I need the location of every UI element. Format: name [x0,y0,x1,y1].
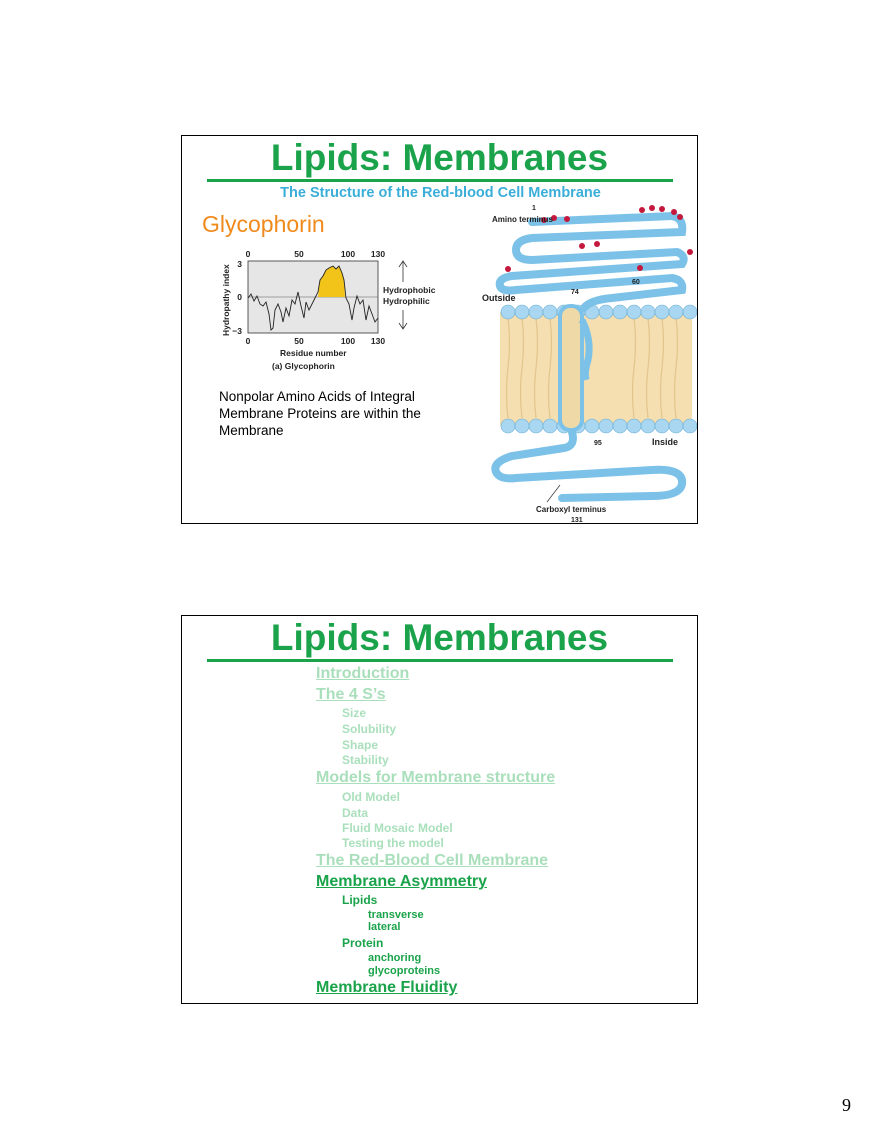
slide-glycophorin [181,135,698,524]
outside-label: Outside [482,293,516,303]
residue-marker-1: 1 [532,205,536,212]
membrane-figure [472,200,697,524]
outline-lipids: Lipids [342,893,378,907]
outline-membrane-asymmetry[interactable]: Membrane Asymmetry [316,873,488,890]
slide-title: Lipids: Membranes [270,617,609,658]
bottom-tick-0: 0 [245,336,251,346]
top-tick-0: 0 [245,249,251,259]
top-tick-100: 100 [340,249,356,259]
inside-label: Inside [652,437,679,447]
residue-marker-74: 74 [571,289,579,296]
page-number: 9 [842,1095,851,1115]
slide-outline [181,615,698,1004]
outline-size: Size [342,706,367,720]
y-tick-3: 3 [237,259,242,269]
hydrophilic-label: Hydrophilic [383,296,430,306]
extracellular-chain [500,216,684,308]
outline-fluid-mosaic: Fluid Mosaic Model [342,821,453,835]
outline-four-s[interactable]: The 4 S’s [316,686,386,703]
top-tick-130: 130 [370,249,386,259]
outline-anchoring: anchoring [368,952,422,964]
outline-glycoproteins: glycoproteins [368,965,441,977]
outline-membrane-fluidity[interactable]: Membrane Fluidity [316,979,458,996]
title-rule [207,179,673,182]
y-axis-label: Hydropathy index [221,264,231,336]
bottom-tick-labels [246,336,386,346]
outline-protein: Protein [342,936,384,950]
x-axis-label: Residue number [280,348,347,358]
residue-marker-95: 95 [594,440,602,447]
outline-introduction[interactable]: Introduction [316,665,410,682]
transmembrane-helix [560,306,582,430]
hydrophobic-label: Hydrophobic [383,285,436,295]
glycophorin-heading: Glycophorin [202,211,325,237]
outline-models[interactable]: Models for Membrane structure [316,769,556,786]
nonpolar-note: Nonpolar Amino Acids of Integral Membrane Proteins are within the Membrane [219,389,421,438]
top-tick-50: 50 [294,249,304,259]
plot-caption: (a) Glycophorin [272,361,335,371]
hydropathy-plot [220,246,450,376]
y-tick-0: 0 [237,292,242,302]
outline-stability: Stability [342,753,389,767]
outline-red-blood-cell[interactable]: The Red-Blood Cell Membrane [316,852,549,869]
y-tick-neg3: −3 [232,326,242,336]
title-rule [207,659,673,662]
slide-subtitle: The Structure of the Red-blood Cell Membrane [280,185,601,201]
y-tick-labels [232,259,242,336]
outline-shape: Shape [342,738,379,752]
outline-transverse: transverse [368,909,424,921]
carboxyl-terminus-label: Carboxyl terminus [536,505,607,514]
amino-terminus-label: Amino terminus [492,215,553,224]
residue-marker-131: 131 [571,517,583,524]
bottom-tick-100: 100 [340,336,356,346]
bottom-tick-130: 130 [370,336,386,346]
outline-solubility: Solubility [342,722,396,736]
outline-data: Data [342,806,369,820]
outline-testing: Testing the model [342,836,444,850]
outline-old-model: Old Model [342,790,400,804]
residue-marker-60: 60 [632,279,640,286]
outline-lateral: lateral [368,921,401,933]
bottom-tick-50: 50 [294,336,304,346]
slide-title: Lipids: Membranes [270,137,609,178]
top-tick-labels [246,249,386,259]
